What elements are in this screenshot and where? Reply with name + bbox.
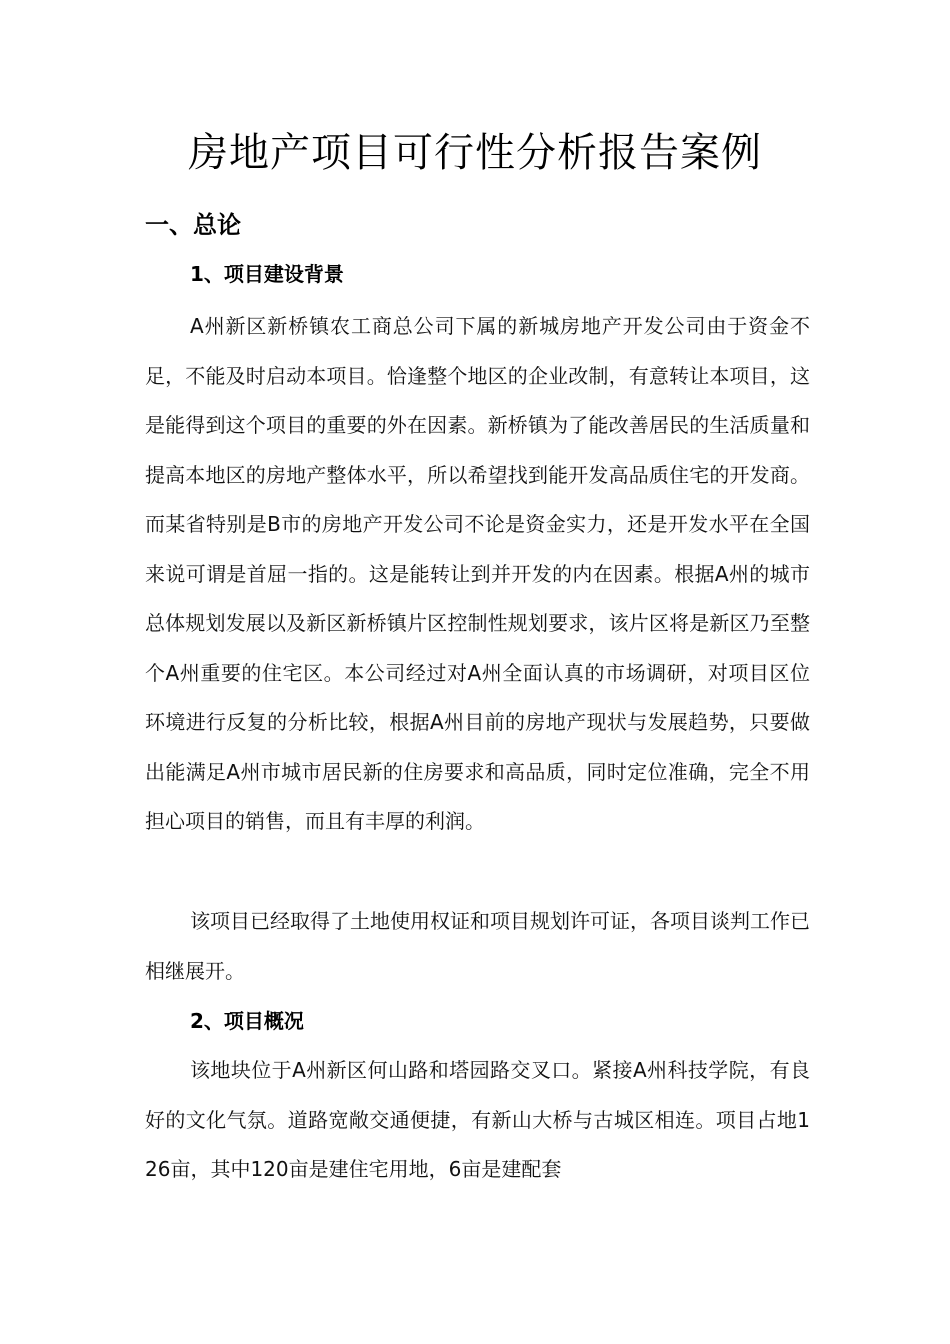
document-title: 房地产项目可行性分析报告案例	[188, 130, 762, 176]
paragraph-project-overview: 该地块位于A州新区何山路和塔园路交叉口。紧接A州科技学院，有良好的文化气氛。道路宽敞交通便捷，有新山大桥与古城区相连。项目占地126亩，其中120亩是建住宅用地，6亩是建配套	[145, 1058, 810, 1181]
paragraph-permits: 该项目已经取得了土地使用权证和项目规划许可证，各项目谈判工作已相继展开。	[145, 909, 810, 983]
subsection-heading-background: 1、项目建设背景	[190, 262, 344, 286]
subsection-heading-project-overview: 2、项目概况	[190, 1009, 304, 1033]
paragraph-background: A州新区新桥镇农工商总公司下属的新城房地产开发公司由于资金不足，不能及时启动本项目。恰逢整个地区的企业改制，有意转让本项目，这是能得到这个项目的重要的外在因素。新桥镇为了能改善居民的生活质量和提高本地区的房地产整体水平，所以希望找到能开发高品质住宅的开发商。而某省特别是B市的房地产开发公司不论是资金实力，还是开发水平在全国来说可谓是首屈一指的。这是能转让到并开发的内在因素。根据A州的城市总体规划发展以及新区新桥镇片区控制性规划要求，该片区将是新区乃至整个A州重要的住宅区。本公司经过对A州全面认真的市场调研，对项目区位环境进行反复的分析比较，根据A州目前的房地产现状与发展趋势，只要做出能满足A州市城市居民新的住房要求和高品质，同时定位准确，完全不用担心项目的销售，而且有丰厚的利润。	[145, 314, 810, 833]
section-heading-overview: 一、总论	[145, 211, 241, 239]
